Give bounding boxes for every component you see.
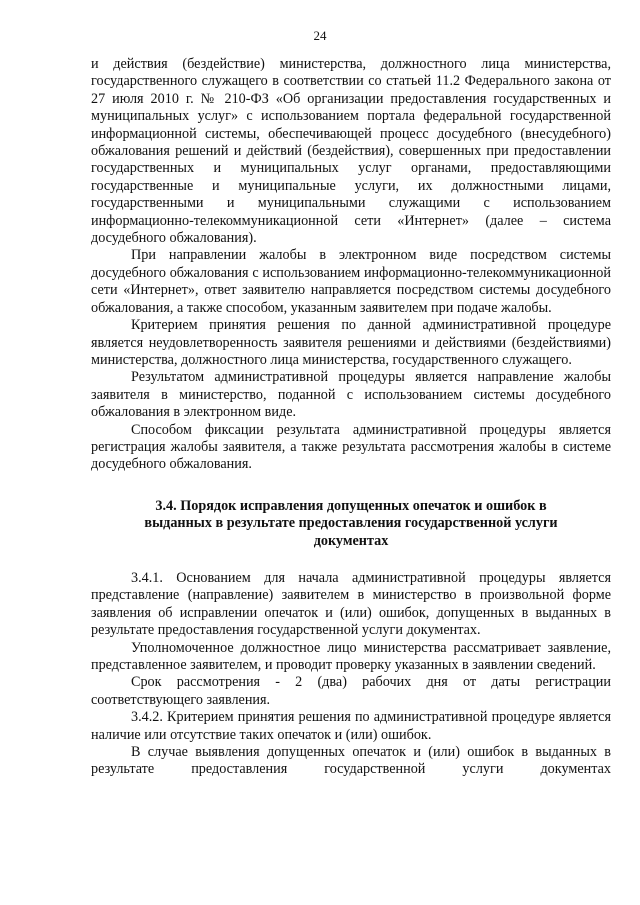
document-body [91,56,611,779]
paragraph-review-period: Срок рассмотрения - 2 (два) рабочих дня от даты регистрации соответствующего заявления. [91,674,611,708]
paragraph-procedure-result: Результатом административной процедуры является направление жалобы заявителя в министерство, поданной с использованием системы досудебного обжалования в электронном виде. [91,369,611,421]
page-number: 24 [313,28,327,43]
paragraph-official-review: Уполномоченное должностное лицо министерства рассматривает заявление, представленное заявителем, и проводит проверку указанных в заявлении сведений. [91,639,611,673]
paragraph-3-4-2-criterion: 3.4.2. Критерием принятия решения по административной процедуре является наличие или отсутствие таких опечаток и (или) ошибок. [91,709,611,743]
paragraph-decision-criterion: Критерием принятия решения по данной административной процедуре является неудовлетворенность заявителя решениями и действиями (бездействиями) министерства, должностного лица министерства, государственного служащего. [91,317,611,368]
section-heading: 3.4. Порядок исправления допущенных опечаток и ошибок в выданных в результате предоставления государственной услуги документах [144,497,558,549]
paragraph-complaint-portal: и действия (бездействие) министерства, должностного лица министерства, государственного служащего в соответствии со статьей 11.2 Федерального закона от 27 июля 2010 г. № 210-ФЗ «Об организации предоставления государственных и муниципальных услуг» с использованием портала федеральной государственной информационной системы, обеспечивающей процесс досудебного (внесудебного) обжалования решений и действий (бездействия), совершенных при предоставлении государственных и муниципальных услуг органами, предоставляющими государственные и муниципальные услуги, их должностными лицами, государственными и муниципальными служащими с использованием информационно-телекоммуникационной сети «Интернет» (далее – система досудебного обжалования). [91,56,611,247]
paragraph-result-recording: Способом фиксации результата административной процедуры является регистрация жалобы заявителя, а также результата рассмотрения жалобы в системе досудебного обжалования. [91,421,611,473]
paragraph-errors-detected: В случае выявления допущенных опечаток и (или) ошибок в выданных в результате предоставления государственной услуги документах [91,744,611,778]
paragraph-3-4-1-basis: 3.4.1. Основанием для начала административной процедуры является представление (направление) заявителем в министерство в произвольной форме заявления об исправлении опечаток и (или) ошибок, допущенных в выданных в результате предоставления государственной услуги документах. [91,569,611,639]
paragraph-electronic-complaint-response: При направлении жалобы в электронном виде посредством системы досудебного обжалования с использованием информационно-телекоммуникационной сети «Интернет», ответ заявителю направляется посредством системы досудебного обжалования, а также способом, указанным заявителем при подаче жалобы. [91,247,611,316]
